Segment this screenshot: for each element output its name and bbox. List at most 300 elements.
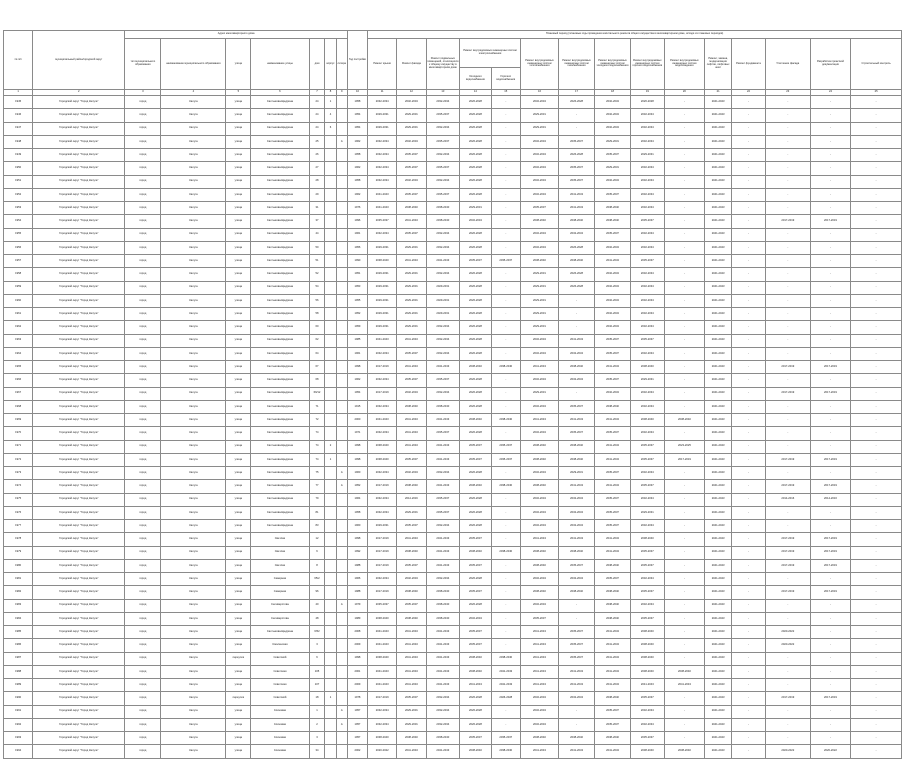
table-cell: 2002 [347,745,367,758]
table-cell: 1952 [347,480,367,493]
table-cell: Городской округ "Город Калуга" [33,268,125,281]
table-cell: Городской округ "Город Калуга" [33,612,125,625]
table-cell: - [664,506,704,519]
column-number: 21 [705,90,732,96]
table-cell: Салтыкова-Щедрина [251,281,309,294]
table-cell: 2032-2034 [368,175,397,188]
table-cell [336,387,347,400]
table-cell: город [125,149,161,162]
table-cell: 2020-2022 [368,745,397,758]
table-cell: - [765,228,810,241]
table-cell: 2029-2031 [397,122,426,135]
table-cell: - [491,599,520,612]
column-number: 3 [125,90,161,96]
table-cell: 2035-2037 [559,559,595,572]
table-cell: 1998 [347,652,367,665]
table-cell: Салтыкова-Щедрина [251,626,309,639]
table-cell: - [851,427,902,440]
table-cell: 2032-2034 [595,122,631,135]
table-cell [325,559,336,572]
table-cell: - [491,427,520,440]
table-cell: - [765,294,810,307]
table-row [4,612,902,625]
table-cell: - [732,135,766,148]
table-cell: 2032-2034 [368,228,397,241]
table-cell: город [125,533,161,546]
table-cell: 1964 [347,493,367,506]
table-cell: Калуга [161,480,226,493]
table-cell: 2032-2034 [630,135,664,148]
table-cell: - [851,162,902,175]
table-row [4,546,902,559]
table-cell: 2041-2043 [520,679,558,692]
table-row [4,109,902,122]
table-cell: Северная [251,573,309,586]
table-cell: 2041-2043 [559,533,595,546]
table-cell: Калуга [161,215,226,228]
table-cell: 1989 [4,679,33,692]
table-row [4,414,902,427]
table-cell: 2041-2043 [426,745,460,758]
table-cell: 2032-2034 [426,268,460,281]
table-cell: 2038-2040 [426,612,460,625]
table-cell: 2032-2034 [595,294,631,307]
table-cell: 2017-2019 [765,546,810,559]
table-cell: Калуга [161,400,226,413]
table-cell: 2041-2043 [705,599,732,612]
table-cell: - [765,109,810,122]
table-cell: Северная [251,586,309,599]
table-cell: Калуга [161,652,226,665]
table-cell: 2017-2019 [368,692,397,705]
table-cell: 2014-2016 [810,493,850,506]
table-cell: - [765,321,810,334]
table-cell: 2038-2040 [397,400,426,413]
table-cell: улица [226,533,251,546]
table-cell: 2041-2043 [368,334,397,347]
table-cell: - [810,414,850,427]
table-cell: 2038-2040 [426,599,460,612]
table-cell: 2035-2037 [559,626,595,639]
table-cell: город [125,188,161,201]
table-cell: улица [226,109,251,122]
table-cell: 2029-2031 [460,202,491,215]
table-cell: 1969 [4,414,33,427]
table-cell: 2035-2037 [491,440,520,453]
table-cell: 2032-2034 [426,718,460,731]
table-cell: 2038-2040 [559,215,595,228]
table-cell: - [732,718,766,731]
table-cell: 2014-2016 [765,493,810,506]
table-cell: 25 [309,135,325,148]
table-cell: Калуга [161,162,226,175]
table-cell: 2041-2043 [426,559,460,572]
table-cell: 2032-2034 [426,228,460,241]
table-cell: 62 [309,334,325,347]
table-cell [325,414,336,427]
table-cell: 1961 [347,228,367,241]
table-cell: 2038-2040 [491,480,520,493]
table-cell: 2041-2043 [491,665,520,678]
table-cell: Городской округ "Город Калуга" [33,467,125,480]
table-cell: - [732,321,766,334]
table-cell: 96 [309,586,325,599]
table-cell: 2035-2037 [460,440,491,453]
table-cell [336,122,347,135]
table-cell: 2032-2034 [520,135,558,148]
table-cell: 2017-2019 [368,480,397,493]
table-cell: 2035-2037 [595,520,631,533]
table-cell: Городской округ "Город Калуга" [33,400,125,413]
table-cell: 2041-2043 [705,639,732,652]
table-cell: 2038-2040 [595,586,631,599]
table-cell: 1988 [4,665,33,678]
table-cell: 2032-2034 [520,96,558,109]
table-cell: переулок [226,692,251,705]
table-cell: - [851,453,902,466]
header-work-basement: Ремонт подвальных помещений, относящихся к общему имуществу в многоквартирном доме [426,39,460,90]
table-cell: Салтыкова-Щедрина [251,321,309,334]
table-cell: 2038-2040 [491,546,520,559]
table-cell: - [732,745,766,758]
table-cell: 1960 [4,294,33,307]
table-cell [325,586,336,599]
table-cell: 2041-2043 [595,639,631,652]
table-cell [336,414,347,427]
table-cell: 2035-2037 [397,453,426,466]
table-cell: Советская [251,679,309,692]
column-number: 1 [4,90,33,96]
table-cell: город [125,135,161,148]
table-cell: Городской округ "Город Калуга" [33,626,125,639]
table-cell: - [732,109,766,122]
table-cell: улица [226,586,251,599]
table-cell: - [765,718,810,731]
table-cell: 2041-2043 [397,626,426,639]
table-cell: 1986 [4,639,33,652]
table-cell: Калуга [161,453,226,466]
table-cell: 2038-2040 [630,533,664,546]
table-cell [325,321,336,334]
table-cell: 2 [325,440,336,453]
table-cell: 2041-2043 [705,520,732,533]
table-cell: 2014-2016 [397,493,426,506]
table-cell: 2038-2040 [520,586,558,599]
table-cell: Калуга [161,109,226,122]
table-cell: 1988 [347,559,367,572]
table-cell: - [851,188,902,201]
table-cell: город [125,705,161,718]
table-cell: 1998 [347,440,367,453]
table-cell: Городской округ "Город Калуга" [33,533,125,546]
table-cell: 2041-2043 [397,414,426,427]
table-cell: 2041-2043 [559,334,595,347]
table-cell: 2041-2043 [705,453,732,466]
table-cell: 56 [309,294,325,307]
table-cell [336,241,347,254]
table-cell: - [810,440,850,453]
table-cell: 2038-2040 [397,612,426,625]
table-cell: - [810,96,850,109]
table-cell: - [810,175,850,188]
table-cell: Калуга [161,546,226,559]
table-cell: Городской округ "Город Калуга" [33,387,125,400]
table-cell: 1950 [4,162,33,175]
table-cell: 2032-2034 [426,321,460,334]
table-cell: 2041-2043 [368,202,397,215]
table-cell: - [851,334,902,347]
table-cell: - [491,520,520,533]
table-cell: - [664,705,704,718]
table-cell: Советский [251,652,309,665]
table-cell: 2035-2037 [630,440,664,453]
table-cell: - [851,480,902,493]
table-cell: 2035-2037 [397,559,426,572]
table-cell: 2041-2043 [397,639,426,652]
table-cell: 2041-2043 [426,480,460,493]
table-cell: город [125,162,161,175]
table-cell: 72 [309,414,325,427]
table-cell: - [664,109,704,122]
table-cell: 2038-2040 [630,652,664,665]
table-cell: 2035-2037 [630,334,664,347]
table-cell: 51 [309,255,325,268]
table-cell: 2038-2040 [426,586,460,599]
table-row [4,96,902,109]
table-cell: Городской округ "Город Калуга" [33,652,125,665]
table-cell: 2026-2028 [460,175,491,188]
table-cell: - [664,520,704,533]
table-cell: Городской округ "Город Калуга" [33,228,125,241]
table-cell: - [732,586,766,599]
table-cell: 1971 [347,427,367,440]
table-cell: - [732,268,766,281]
table-cell: 2041-2043 [705,493,732,506]
table-cell: 2041-2043 [705,347,732,360]
table-cell: - [664,241,704,254]
table-cell [325,599,336,612]
table-cell: 2041-2043 [705,692,732,705]
table-row [4,559,902,572]
table-cell: 2041-2043 [426,414,460,427]
table-cell: Смоленская [251,639,309,652]
table-cell: 2038-2040 [559,546,595,559]
table-cell: - [664,96,704,109]
table-cell: - [664,228,704,241]
table-cell: город [125,374,161,387]
table-cell: 2017-2019 [810,453,850,466]
header-work-lift: Ремонт, замена, модернизация лифтов, лифтовых шахт [705,39,732,90]
table-cell: 2032-2034 [630,175,664,188]
table-cell: улица [226,573,251,586]
table-cell: 2035-2037 [595,228,631,241]
table-cell: Калуга [161,347,226,360]
table-cell: 2041-2043 [664,679,704,692]
table-cell: Калуга [161,361,226,374]
table-cell: 2038-2040 [630,414,664,427]
table-cell [325,573,336,586]
table-cell: город [125,745,161,758]
table-row [4,334,902,347]
table-cell: Салтыкова-Щедрина [251,400,309,413]
table-cell: 1 [325,96,336,109]
table-cell: - [664,374,704,387]
table-cell: город [125,626,161,639]
table-row [4,599,902,612]
table-cell: 2035-2037 [426,427,460,440]
table-cell: улица [226,427,251,440]
table-cell: 1966 [347,573,367,586]
table-cell [336,427,347,440]
header-work-foundation: Ремонт фундамента [732,39,766,90]
table-cell: Калуга [161,745,226,758]
table-row [4,493,902,506]
table-cell: - [491,334,520,347]
table-cell: 1991 [4,705,33,718]
table-cell: 2041-2043 [705,122,732,135]
table-cell: - [851,652,902,665]
table-cell: 2026-2028 [460,334,491,347]
table-cell: Салтыкова-Щедрина [251,188,309,201]
table-cell: Калуга [161,202,226,215]
table-cell: Городской округ "Город Калуга" [33,321,125,334]
table-cell: город [125,241,161,254]
table-cell: 2032-2034 [397,387,426,400]
table-cell: улица [226,559,251,572]
table-cell: 2038-2040 [595,400,631,413]
table-cell: - [732,546,766,559]
table-cell: 2038-2040 [520,453,558,466]
table-cell: - [810,347,850,360]
table-cell: - [732,175,766,188]
table-cell: 2041-2043 [559,202,595,215]
table-cell [325,241,336,254]
table-cell: - [491,294,520,307]
table-cell: - [664,281,704,294]
table-row [4,718,902,731]
table-cell: А [336,135,347,148]
table-cell: - [664,480,704,493]
table-cell: город [125,453,161,466]
table-cell: 1980 [4,559,33,572]
table-cell: 2032-2034 [460,215,491,228]
table-cell [325,175,336,188]
table-cell: 2035-2037 [630,480,664,493]
table-cell: - [851,294,902,307]
table-cell: город [125,573,161,586]
table-cell: Салтыкова-Щедрина [251,334,309,347]
table-cell: - [765,400,810,413]
table-cell: - [491,533,520,546]
table-cell: 2041-2043 [705,533,732,546]
table-cell: - [491,215,520,228]
table-cell [325,665,336,678]
table-cell: - [810,334,850,347]
table-cell: - [559,122,595,135]
table-row [4,321,902,334]
table-cell: 2038-2040 [559,440,595,453]
table-cell: 1976 [4,506,33,519]
table-cell: 1951 [347,268,367,281]
table-cell: - [851,361,902,374]
table-row [4,586,902,599]
table-cell: 2035-2037 [559,652,595,665]
table-cell: - [765,149,810,162]
table-cell: Городской округ "Город Калуга" [33,493,125,506]
table-cell: - [732,215,766,228]
table-cell: - [491,626,520,639]
table-cell: 2026-2028 [460,308,491,321]
table-cell: улица [226,665,251,678]
table-cell: 2038-2040 [460,745,491,758]
table-cell: улица [226,718,251,731]
table-cell: - [559,599,595,612]
table-cell: улица [226,149,251,162]
table-cell: 2035-2037 [397,149,426,162]
table-cell: 60 [309,321,325,334]
table-cell: 2032-2034 [368,347,397,360]
table-cell: 2032-2034 [426,96,460,109]
table-cell [336,308,347,321]
table-cell: Городской округ "Город Калуга" [33,122,125,135]
table-cell: - [810,626,850,639]
table-cell: Калуга [161,679,226,692]
table-cell: - [732,453,766,466]
table-cell: Городской округ "Город Калуга" [33,96,125,109]
table-cell: 74 [309,427,325,440]
table-cell [325,732,336,745]
table-cell: 2038-2040 [520,559,558,572]
table-cell: - [851,374,902,387]
column-number: 2 [33,90,125,96]
table-cell: 2035-2037 [460,453,491,466]
table-row [4,745,902,758]
table-cell: 2038-2040 [664,414,704,427]
table-cell: 2041-2043 [559,679,595,692]
table-cell: - [491,135,520,148]
table-cell: 2041-2043 [705,334,732,347]
table-cell: 1962 [347,188,367,201]
table-cell: - [765,175,810,188]
table-cell: 2032-2034 [460,612,491,625]
table-cell: - [765,308,810,321]
table-row [4,162,902,175]
table-cell: Сосновая [251,718,309,731]
table-cell: 2041-2043 [397,440,426,453]
table-cell: - [491,175,520,188]
table-cell: 48 [309,612,325,625]
table-cell: - [732,188,766,201]
table-cell: 2017-2019 [368,586,397,599]
table-cell: 6 [325,122,336,135]
table-cell: - [732,122,766,135]
table-cell: - [765,679,810,692]
table-cell: - [810,241,850,254]
table-row [4,202,902,215]
table-cell: - [732,493,766,506]
table-cell: город [125,665,161,678]
table-cell: - [851,202,902,215]
table-cell: 2038-2040 [595,612,631,625]
table-cell: - [732,400,766,413]
table-cell [336,440,347,453]
table-cell: 2029-2031 [368,520,397,533]
table-cell: - [810,255,850,268]
table-cell: город [125,308,161,321]
table-cell: улица [226,387,251,400]
table-cell: Городской округ "Город Калуга" [33,599,125,612]
table-cell: 2041-2043 [595,414,631,427]
